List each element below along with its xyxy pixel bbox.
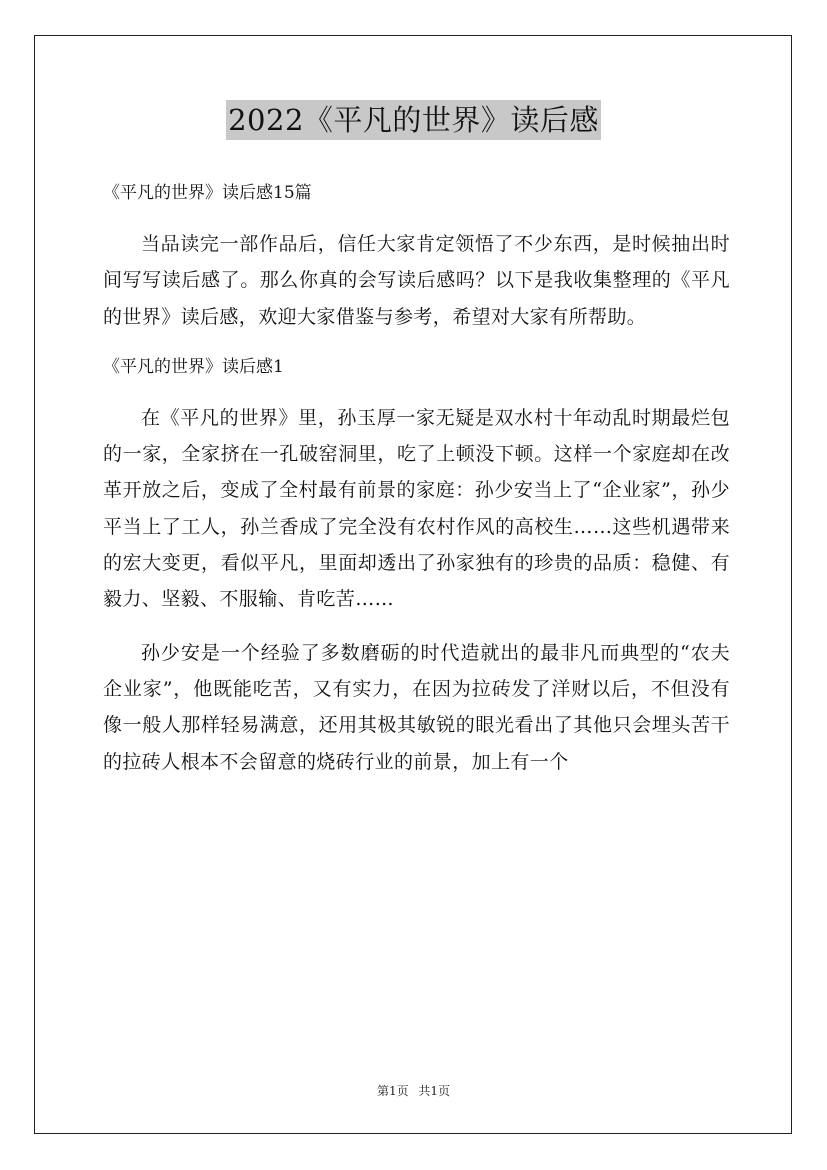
- page-number-total: 共1页: [418, 1084, 451, 1098]
- subheading-collection: 《平凡的世界》读后感15篇: [103, 183, 312, 203]
- document-body: [103, 178, 730, 797]
- page-footer: [0, 1083, 827, 1099]
- document-title: 2022《平凡的世界》读后感: [226, 100, 601, 140]
- title-container: [0, 100, 827, 140]
- page-number-current: 第1页: [376, 1084, 409, 1098]
- subheading-essay-1: 《平凡的世界》读后感1: [103, 356, 284, 377]
- intro-paragraph: 当品读完一部作品后，信任大家肯定领悟了不少东西，是时候抽出时间写写读后感了。那么你真的会写读后感吗？以下是我收集整理的《平凡的世界》读后感，欢迎大家借鉴与参考，希望对大家有所帮助。: [103, 233, 730, 328]
- body-paragraph-1: 在《平凡的世界》里，孙玉厚一家无疑是双水村十年动乱时期最烂包的一家，全家挤在一孔破窑洞里，吃了上顿没下顿。这样一个家庭却在改革开放之后，变成了全村最有前景的家庭：孙少安当上了“企业家”，孙少平当上了工人，孙兰香成了完全没有农村作风的高校生……这些机遇带来的宏大变更，看似平凡，里面却透出了孙家独有的珍贵的品质：稳健、有毅力、坚毅、不服输、肯吃苦……: [103, 406, 730, 611]
- body-paragraph-2: 孙少安是一个经验了多数磨砺的时代造就出的最非凡而典型的“农夫企业家”，他既能吃苦，又有实力，在因为拉砖发了洋财以后，不但没有像一般人那样轻易满意，还用其极其敏锐的眼光看出了其他只会埋头苦干的拉砖人根本不会留意的烧砖行业的前景，加上有一个: [103, 641, 730, 773]
